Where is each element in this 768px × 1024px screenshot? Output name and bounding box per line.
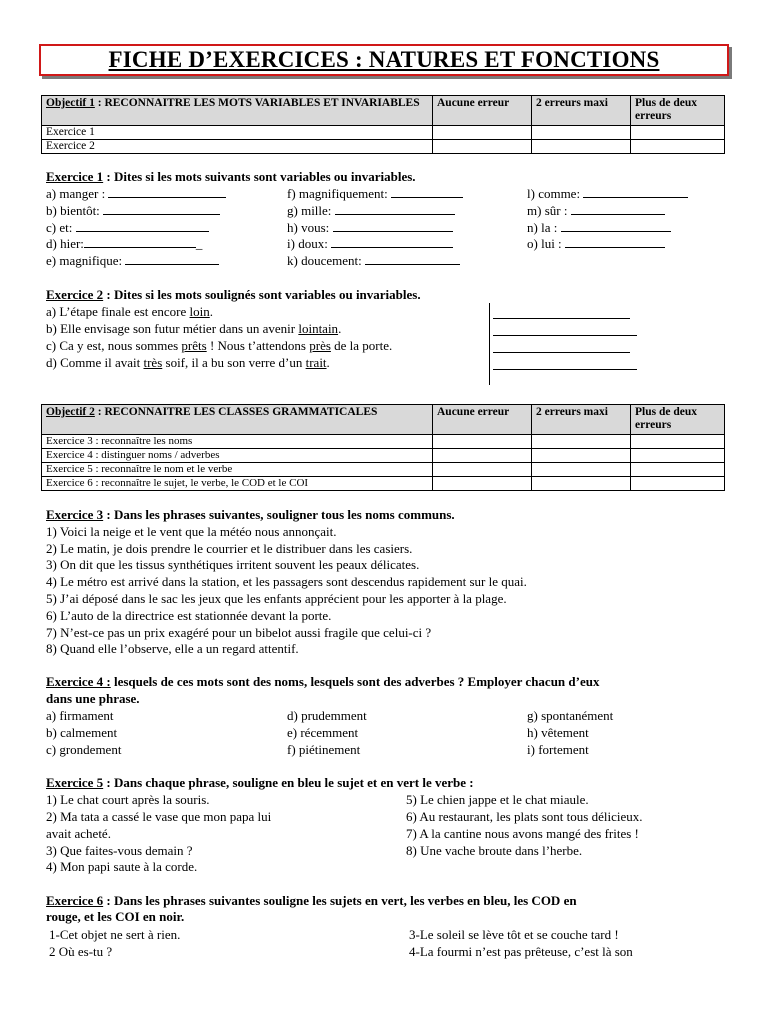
table-row: Exercice 5 : reconnaître le nom et le verbe: [42, 463, 433, 477]
ex1-item: a) manger :: [46, 185, 226, 202]
ex5-line: 1) Le chat court après la souris.: [46, 792, 210, 807]
ex6-line: 1-Cet objet ne sert à rien.: [49, 927, 181, 942]
ex1-item: l) comme:: [527, 185, 688, 202]
objective-1-table: [41, 95, 725, 154]
table-row: Exercice 6 : reconnaître le sujet, le verbe, le COD et le COI: [42, 477, 433, 491]
ex5-line: 3) Que faites-vous demain ?: [46, 843, 193, 858]
ex3-line: 8) Quand elle l’observe, elle a un regard attentif.: [46, 641, 299, 656]
answer-line: [493, 318, 630, 319]
ex5-line: 4) Mon papi saute à la corde.: [46, 859, 198, 874]
ex4-item: h) vêtement: [527, 725, 589, 740]
title-box: [39, 44, 729, 76]
exercise-6-heading: Exercice 6 : Dans les phrases suivantes souligne les sujets en vert, les verbes en bleu, les COD en: [46, 893, 577, 908]
ex1-item: d) hier: _: [46, 236, 203, 251]
col-two-errors: 2 erreurs maxi: [532, 96, 631, 126]
ex4-item: f) piétinement: [287, 742, 361, 757]
exercise-4-heading-cont: dans une phrase.: [46, 691, 140, 706]
ex1-item: o) lui :: [527, 235, 665, 252]
exercise-1-heading: Exercice 1 : Dites si les mots suivants sont variables ou invariables.: [46, 169, 416, 184]
ex1-item: h) vous:: [287, 219, 453, 236]
table-row: Exercice 2: [42, 140, 433, 154]
ex4-item: e) récemment: [287, 725, 359, 740]
table-row: Exercice 1: [42, 126, 433, 140]
exercise-3-heading: Exercice 3 : Dans les phrases suivantes, souligner tous les noms communs.: [46, 507, 455, 522]
col-more-errors: Plus de deux erreurs: [631, 405, 725, 435]
ex2-line: b) Elle envisage son futur métier dans un avenir lointain.: [46, 321, 342, 336]
ex5-line: 7) A la cantine nous avons mangé des frites !: [406, 826, 639, 841]
answer-line: [493, 369, 637, 370]
ex3-line: 4) Le métro est arrivé dans la station, et les passagers sont descendus rapidement sur le quai.: [46, 574, 527, 589]
ex5-line: 6) Au restaurant, les plats sont tous délicieux.: [406, 809, 643, 824]
ex1-item: f) magnifiquement:: [287, 185, 463, 202]
answer-line: [493, 352, 630, 353]
ex5-line: 5) Le chien jappe et le chat miaule.: [406, 792, 589, 807]
ex4-item: c) grondement: [46, 742, 122, 757]
ex1-item: e) magnifique:: [46, 252, 219, 269]
ex4-item: g) spontanément: [527, 708, 614, 723]
table-row: Exercice 3 : reconnaître les noms: [42, 435, 433, 449]
objective-1-title: Objectif 1 : RECONNAITRE LES MOTS VARIABLES ET INVARIABLES: [42, 96, 433, 126]
ex5-line: avait acheté.: [46, 826, 111, 841]
objective-2-title: Objectif 2 : RECONNAITRE LES CLASSES GRAMMATICALES: [42, 405, 433, 435]
exercise-6-heading-cont: rouge, et les COI en noir.: [46, 909, 185, 924]
objective-2-table: [41, 404, 725, 491]
ex3-line: 1) Voici la neige et le vent que la météo nous annonçait.: [46, 524, 337, 539]
ex2-line: c) Ca y est, nous sommes prêts ! Nous t’attendons près de la porte.: [46, 338, 393, 353]
ex5-line: 2) Ma tata a cassé le vase que mon papa lui: [46, 809, 272, 824]
col-no-error: Aucune erreur: [433, 405, 532, 435]
ex3-line: 7) N’est-ce pas un prix exagéré pour un bibelot aussi fragile que celui-ci ?: [46, 625, 432, 640]
ex1-item: c) et:: [46, 219, 209, 236]
ex1-item: n) la :: [527, 219, 671, 236]
ex3-line: 2) Le matin, je dois prendre le courrier et le distribuer dans les casiers.: [46, 541, 413, 556]
ex4-item: i) fortement: [527, 742, 589, 757]
ex1-item: m) sûr :: [527, 202, 665, 219]
ex3-line: 6) L’auto de la directrice est stationnée devant la porte.: [46, 608, 332, 623]
ex1-item: g) mille:: [287, 202, 455, 219]
answer-bar: [489, 303, 490, 385]
ex1-item: b) bientôt:: [46, 202, 220, 219]
ex6-line: 4-La fourmi n’est pas prêteuse, c’est là son: [409, 944, 633, 959]
ex1-item: k) doucement:: [287, 252, 460, 269]
ex3-line: 3) On dit que les tissus synthétiques irritent souvent les peaux délicates.: [46, 557, 420, 572]
answer-line: [493, 335, 637, 336]
ex6-line: 3-Le soleil se lève tôt et se couche tard !: [409, 927, 619, 942]
ex1-item: i) doux:: [287, 235, 453, 252]
ex2-line: a) L’étape finale est encore loin.: [46, 304, 214, 319]
col-more-errors: Plus de deux erreurs: [631, 96, 725, 126]
ex3-line: 5) J’ai déposé dans le sac les jeux que les enfants apprécient pour les apporter à la plage.: [46, 591, 507, 606]
ex6-line: 2 Où es-tu ?: [49, 944, 113, 959]
ex5-line: 8) Une vache broute dans l’herbe.: [406, 843, 583, 858]
exercise-4-heading: Exercice 4 : lesquels de ces mots sont des noms, lesquels sont des adverbes ? Employer chacun d’eux: [46, 674, 600, 689]
col-two-errors: 2 erreurs maxi: [532, 405, 631, 435]
ex4-item: d) prudemment: [287, 708, 367, 723]
ex4-item: b) calmement: [46, 725, 118, 740]
ex2-line: d) Comme il avait très soif, il a bu son verre d’un trait.: [46, 355, 330, 370]
ex4-item: a) firmament: [46, 708, 114, 723]
col-no-error: Aucune erreur: [433, 96, 532, 126]
page-title: FICHE D’EXERCICES : NATURES ET FONCTIONS: [108, 47, 660, 72]
exercise-2-heading: Exercice 2 : Dites si les mots soulignés sont variables ou invariables.: [46, 287, 421, 302]
exercise-5-heading: Exercice 5 : Dans chaque phrase, souligne en bleu le sujet et en vert le verbe :: [46, 775, 474, 790]
table-row: Exercice 4 : distinguer noms / adverbes: [42, 449, 433, 463]
